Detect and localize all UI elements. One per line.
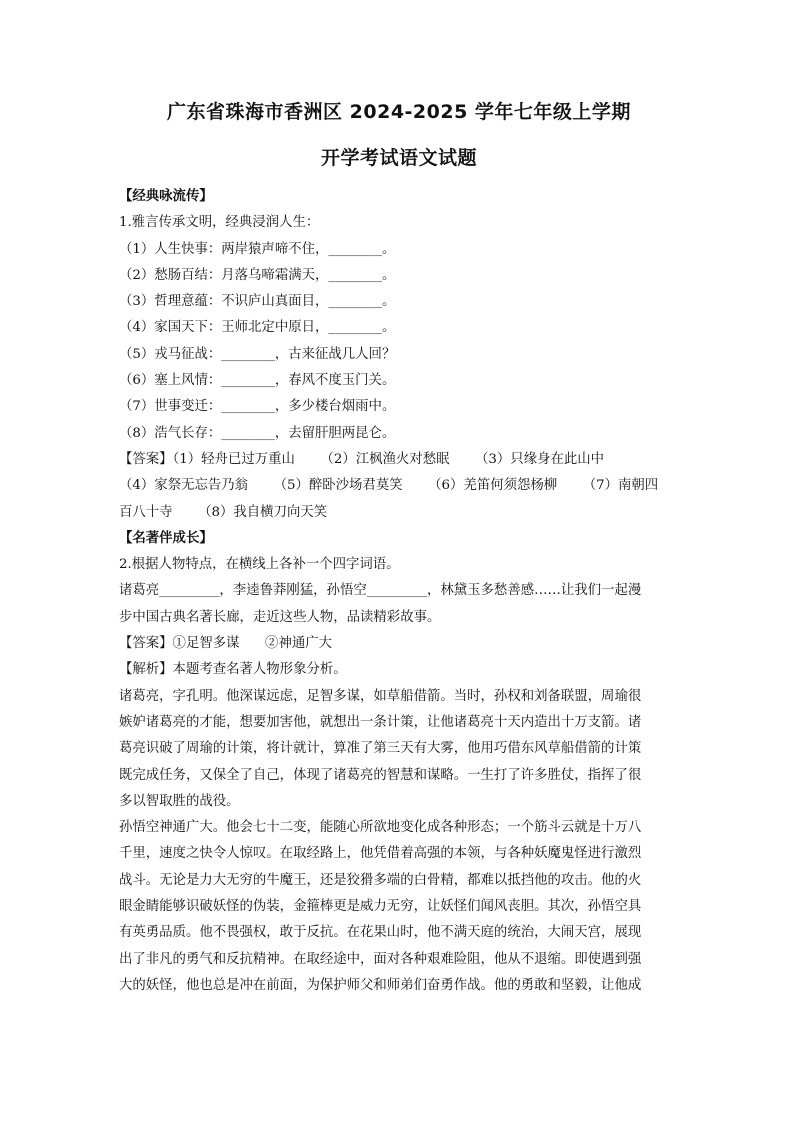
text-line: 千里，速度之快令人惊叹。在取经路上，他凭借着高强的本领，与各种妖魔鬼怪进行激烈 xyxy=(119,846,642,862)
text-line: 诸葛亮，字孔明。他深谋远虑，足智多谋，如草船借箭。当时，孙权和刘备联盟，周瑜很 xyxy=(119,688,642,704)
text-line: （4）家国天下：王师北定中原日，________。 xyxy=(119,320,396,336)
text-line: 多以智取胜的战役。 xyxy=(119,793,240,809)
section-heading: 【经典咏流传】 xyxy=(119,189,213,204)
text-line: 【解析】本题考查名著人物形象分析。 xyxy=(119,662,347,678)
text-line: 【答案】①足智多谋 ②神通广大 xyxy=(119,636,333,652)
text-line: 大的妖怪，他也总是冲在前面，为保护师父和师弟们奋勇作战。他的勇敢和坚毅，让他成 xyxy=(119,977,642,993)
text-line: （1）人生快事：两岸猿声啼不住，________。 xyxy=(119,241,396,257)
text-line: 诸葛亮_________，李逵鲁莽刚猛，孙悟空_________，林黛玉多愁善感……让我们一起漫 xyxy=(119,583,642,599)
text-line: 步中国古典名著长廊，走近这些人物，品读精彩故事。 xyxy=(119,609,441,625)
text-line: 孙悟空神通广大。他会七十二变，能随心所欲地变化成各种形态；一个筋斗云就是十万八 xyxy=(119,820,642,836)
text-line: （5）戎马征战：________，古来征战几人回？ xyxy=(119,346,396,362)
text-line: 【答案】（1）轻舟已过万重山 （2）江枫渔火对愁眠 （3）只缘身在此山中 xyxy=(119,451,605,467)
document-body xyxy=(119,184,679,999)
text-line: 嫉妒诸葛亮的才能，想要加害他，就想出一条计策，让他诸葛亮十天内造出十万支箭。诸 xyxy=(119,714,642,730)
text-line: 有英勇品质。他不畏强权，敢于反抗。在花果山时，他不满天庭的统治，大闹天宫，展现 xyxy=(119,925,642,941)
text-line: （8）浩气长存：________，去留肝胆两昆仑。 xyxy=(119,425,396,441)
text-line: 眼金睛能够识破妖怪的伪装，金箍棒更是威力无穷，让妖怪们闻风丧胆。其次，孙悟空具 xyxy=(119,899,642,915)
text-line: 1.雅言传承文明，经典浸润人生： xyxy=(119,215,320,231)
document-subtitle: 开学考试语文试题 xyxy=(320,147,477,169)
text-line: （2）愁肠百结：月落乌啼霜满天，________。 xyxy=(119,267,396,283)
text-line: （4）家祭无忘告乃翁 （5）醉卧沙场君莫笑 （6）羌笛何须怨杨柳 （7）南朝四 xyxy=(119,478,659,494)
document-page xyxy=(119,93,679,999)
text-line: 葛亮识破了周瑜的计策，将计就计，算准了第三天有大雾，他用巧借东风草船借箭的计策 xyxy=(119,741,642,757)
text-line: （3）哲理意蕴：不识庐山真面目，________。 xyxy=(119,294,396,310)
text-line: 战斗。无论是力大无穷的牛魔王，还是狡猾多端的白骨精，都难以抵挡他的攻击。他的火 xyxy=(119,872,642,888)
text-line: 2.根据人物特点，在横线上各补一个四字词语。 xyxy=(119,557,400,573)
text-line: 既完成任务，又保全了自己，体现了诸葛亮的智慧和谋略。一生打了许多胜仗，指挥了很 xyxy=(119,767,642,783)
text-line: 百八十寺 （8）我自横刀向天笑 xyxy=(119,504,328,520)
text-line: 出了非凡的勇气和反抗精神。在取经途中，面对各种艰难险阻，他从不退缩。即使遇到强 xyxy=(119,951,642,967)
text-line: （7）世事变迁：________，多少楼台烟雨中。 xyxy=(119,399,396,415)
text-line: （6）塞上风情：________，春风不度玉门关。 xyxy=(119,373,396,389)
document-title: 广东省珠海市香洲区 2024-2025 学年七年级上学期 xyxy=(167,101,631,123)
section-heading: 【名著伴成长】 xyxy=(119,530,213,546)
